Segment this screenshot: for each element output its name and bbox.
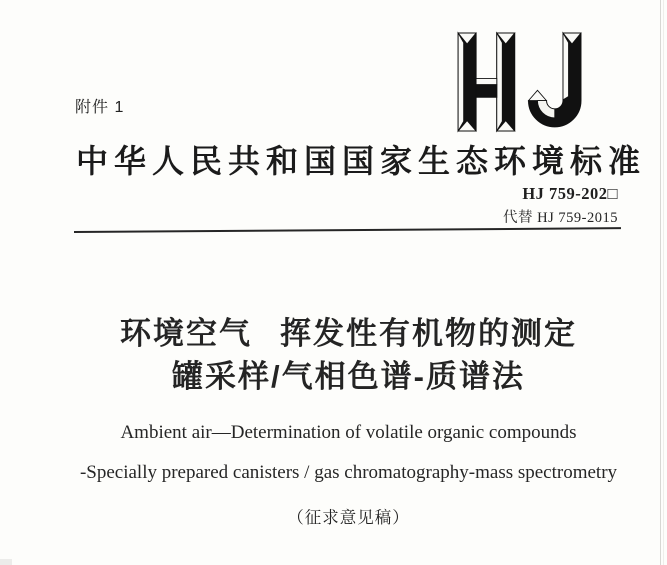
scan-edge-artifact-light	[663, 0, 664, 565]
standard-number: HJ 759-202□	[522, 184, 618, 203]
title-cn-line2: 罐采样/气相色谱-质谱法	[172, 359, 525, 394]
hj-standard-logo	[454, 30, 592, 134]
national-standard-heading: 中华人民共和国国家生态环境标准	[76, 143, 640, 179]
hj-logo-icon	[454, 30, 592, 134]
title-cn-method: 挥发性有机物的测定	[280, 316, 577, 351]
title-en-line1: Ambient air—Determination of volatile organic compounds	[120, 422, 577, 443]
scan-edge-artifact	[660, 0, 661, 565]
draft-note: （征求意见稿）	[287, 509, 410, 527]
attachment-label: 附件 1	[75, 99, 125, 116]
header-rule	[74, 227, 621, 233]
title-cn-subject: 环境空气	[120, 316, 252, 351]
scan-corner-smudge	[0, 559, 12, 565]
title-cn-line1	[30, 318, 667, 349]
replaces-note: 代替 HJ 759-2015	[503, 210, 618, 226]
title-en-line2: -Specially prepared canisters / gas chromatography-mass spectrometry	[79, 462, 618, 483]
